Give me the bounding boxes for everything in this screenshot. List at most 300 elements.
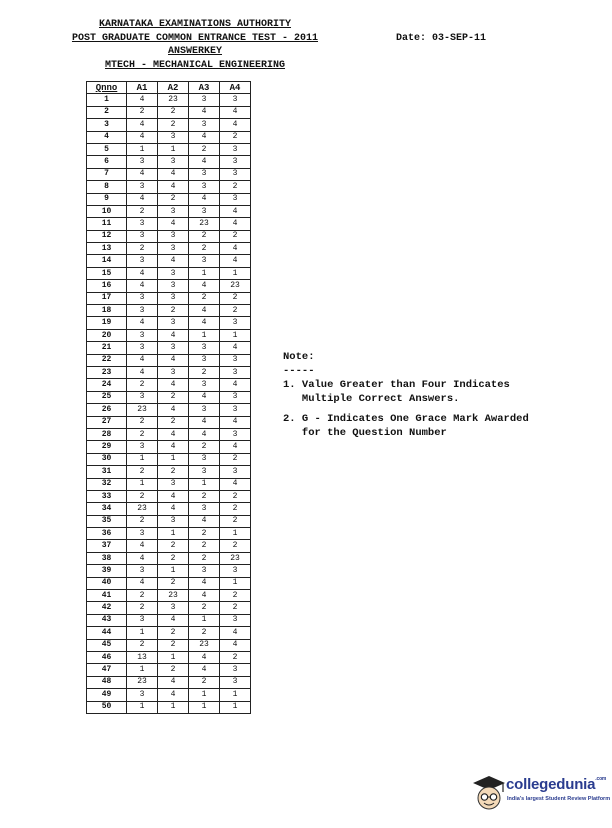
answer-cell-a2: 3 [158,478,189,490]
table-row [87,441,251,453]
table-row [87,143,251,155]
answer-cell-a4: 3 [220,317,251,329]
question-number-cell: 7 [87,168,127,180]
answer-cell-a1: 4 [127,131,158,143]
table-row [87,292,251,304]
question-number-cell: 32 [87,478,127,490]
answer-cell-a4: 3 [220,614,251,626]
question-number-cell: 44 [87,627,127,639]
answer-cell-a1: 2 [127,590,158,602]
answer-cell-a3: 2 [189,676,220,688]
question-number-cell: 45 [87,639,127,651]
authority-title: KARNATAKA EXAMINATIONS AUTHORITY [98,19,292,30]
question-number-cell: 42 [87,602,127,614]
answer-cell-a3: 4 [189,317,220,329]
question-number-cell: 28 [87,428,127,440]
answer-cell-a2: 4 [158,404,189,416]
answer-cell-a3: 4 [189,391,220,403]
question-number-cell: 49 [87,689,127,701]
question-number-cell: 40 [87,577,127,589]
answer-cell-a1: 1 [127,664,158,676]
answer-cell-a2: 1 [158,701,189,713]
date-label: Date: 03-SEP-11 [396,33,487,44]
answer-cell-a4: 2 [220,590,251,602]
table-row [87,230,251,242]
answer-cell-a2: 3 [158,205,189,217]
answer-cell-a2: 4 [158,428,189,440]
answer-cell-a4: 2 [220,292,251,304]
graduate-mascot-icon [472,774,506,814]
answer-cell-a2: 2 [158,664,189,676]
table-row [87,391,251,403]
table-row [87,106,251,118]
answer-cell-a3: 3 [189,453,220,465]
answer-cell-a4: 3 [220,466,251,478]
answer-cell-a2: 4 [158,329,189,341]
table-row [87,193,251,205]
table-row [87,168,251,180]
answer-cell-a4: 23 [220,552,251,564]
answer-cell-a1: 4 [127,577,158,589]
answer-cell-a3: 4 [189,651,220,663]
table-row [87,453,251,465]
question-number-cell: 16 [87,280,127,292]
answer-cell-a1: 3 [127,391,158,403]
answer-cell-a1: 1 [127,453,158,465]
answer-cell-a1: 1 [127,701,158,713]
answer-cell-a4: 1 [220,267,251,279]
answer-cell-a1: 3 [127,342,158,354]
answer-cell-a2: 1 [158,651,189,663]
answer-cell-a1: 2 [127,515,158,527]
note-block [283,350,583,440]
note-item-1-line-1: 1. Value Greater than Four Indicates [283,379,510,391]
answer-cell-a1: 4 [127,552,158,564]
table-row [87,590,251,602]
table-row [87,466,251,478]
answer-cell-a1: 3 [127,230,158,242]
answer-cell-a2: 2 [158,416,189,428]
answer-cell-a4: 23 [220,280,251,292]
answer-cell-a3: 2 [189,366,220,378]
table-row [87,218,251,230]
answer-cell-a3: 3 [189,379,220,391]
answer-cell-a3: 3 [189,168,220,180]
answer-cell-a1: 4 [127,280,158,292]
col-header-a2: A2 [158,82,189,94]
answer-cell-a2: 4 [158,614,189,626]
answer-cell-a4: 3 [220,193,251,205]
answer-cell-a2: 4 [158,441,189,453]
answer-cell-a2: 2 [158,627,189,639]
question-number-cell: 30 [87,453,127,465]
answer-cell-a2: 3 [158,243,189,255]
answer-cell-a3: 3 [189,255,220,267]
answer-cell-a4: 3 [220,664,251,676]
table-row [87,528,251,540]
answer-cell-a1: 3 [127,441,158,453]
question-number-cell: 19 [87,317,127,329]
answer-cell-a3: 2 [189,627,220,639]
answer-cell-a4: 3 [220,404,251,416]
answer-cell-a4: 2 [220,131,251,143]
answer-cell-a4: 2 [220,515,251,527]
answer-cell-a2: 1 [158,528,189,540]
answer-cell-a4: 4 [220,106,251,118]
answer-cell-a1: 13 [127,651,158,663]
question-number-cell: 37 [87,540,127,552]
table-row [87,614,251,626]
logo-tagline: India's largest Student Review Platform [507,796,611,802]
answer-cell-a1: 23 [127,503,158,515]
answer-cell-a4: 4 [220,627,251,639]
table-row [87,428,251,440]
answer-cell-a1: 3 [127,305,158,317]
answer-cell-a3: 2 [189,552,220,564]
question-number-cell: 5 [87,143,127,155]
answer-cell-a2: 4 [158,181,189,193]
answer-cell-a4: 3 [220,143,251,155]
answer-cell-a2: 3 [158,230,189,242]
answer-cell-a4: 3 [220,354,251,366]
logo-suffix: .com [595,776,607,782]
answer-cell-a3: 3 [189,404,220,416]
answer-cell-a3: 1 [189,614,220,626]
table-row [87,119,251,131]
answer-cell-a3: 3 [189,565,220,577]
answer-cell-a4: 4 [220,478,251,490]
answer-cell-a3: 4 [189,156,220,168]
table-row [87,676,251,688]
answer-cell-a4: 4 [220,255,251,267]
answer-cell-a4: 4 [220,342,251,354]
answer-cell-a3: 3 [189,181,220,193]
question-number-cell: 34 [87,503,127,515]
answer-cell-a1: 2 [127,379,158,391]
answer-cell-a3: 3 [189,466,220,478]
answer-cell-a4: 3 [220,428,251,440]
answer-cell-a3: 2 [189,528,220,540]
answer-cell-a3: 2 [189,230,220,242]
answer-cell-a2: 3 [158,317,189,329]
answer-cell-a1: 2 [127,243,158,255]
table-row [87,540,251,552]
col-header-a1: A1 [127,82,158,94]
table-row [87,366,251,378]
question-number-cell: 50 [87,701,127,713]
col-header-a4: A4 [220,82,251,94]
answer-cell-a4: 4 [220,119,251,131]
question-number-cell: 20 [87,329,127,341]
answer-cell-a3: 3 [189,205,220,217]
answer-cell-a1: 2 [127,416,158,428]
answer-cell-a4: 2 [220,230,251,242]
answer-cell-a1: 4 [127,193,158,205]
answer-cell-a2: 2 [158,639,189,651]
answer-cell-a2: 3 [158,131,189,143]
answer-cell-a4: 4 [220,639,251,651]
collegedunia-logo [472,772,611,818]
answer-cell-a4: 2 [220,453,251,465]
answer-cell-a1: 2 [127,490,158,502]
question-number-cell: 47 [87,664,127,676]
question-number-cell: 26 [87,404,127,416]
answer-cell-a3: 4 [189,193,220,205]
table-row [87,627,251,639]
table-row [87,416,251,428]
question-number-cell: 12 [87,230,127,242]
question-number-cell: 23 [87,366,127,378]
note-item-2-line-2: for the Question Number [283,427,447,439]
question-number-cell: 31 [87,466,127,478]
table-row [87,342,251,354]
answer-cell-a1: 4 [127,168,158,180]
answer-cell-a1: 4 [127,366,158,378]
answer-cell-a4: 3 [220,366,251,378]
answer-cell-a1: 1 [127,478,158,490]
table-row [87,94,251,106]
question-number-cell: 10 [87,205,127,217]
answer-cell-a1: 4 [127,540,158,552]
answer-cell-a3: 4 [189,416,220,428]
answer-cell-a4: 3 [220,94,251,106]
answer-cell-a4: 1 [220,329,251,341]
answer-cell-a4: 2 [220,305,251,317]
answer-cell-a4: 3 [220,565,251,577]
table-row [87,565,251,577]
answer-cell-a4: 4 [220,416,251,428]
answer-cell-a2: 3 [158,156,189,168]
question-number-cell: 1 [87,94,127,106]
answer-cell-a3: 4 [189,305,220,317]
answer-cell-a2: 3 [158,280,189,292]
table-row [87,689,251,701]
table-row [87,602,251,614]
question-number-cell: 36 [87,528,127,540]
answer-cell-a3: 4 [189,106,220,118]
answer-cell-a1: 4 [127,354,158,366]
answer-cell-a3: 3 [189,119,220,131]
note-title: Note: [283,351,315,363]
answer-cell-a2: 2 [158,540,189,552]
question-number-cell: 21 [87,342,127,354]
answer-cell-a4: 2 [220,503,251,515]
answer-cell-a2: 2 [158,552,189,564]
answer-cell-a2: 2 [158,193,189,205]
answer-cell-a2: 2 [158,391,189,403]
table-row [87,478,251,490]
answer-cell-a2: 23 [158,590,189,602]
answer-cell-a2: 4 [158,676,189,688]
answer-cell-a2: 4 [158,503,189,515]
table-row [87,267,251,279]
question-number-cell: 41 [87,590,127,602]
answer-cell-a2: 3 [158,515,189,527]
question-number-cell: 29 [87,441,127,453]
answer-cell-a4: 3 [220,156,251,168]
question-number-cell: 46 [87,651,127,663]
question-number-cell: 25 [87,391,127,403]
answer-cell-a4: 3 [220,676,251,688]
question-number-cell: 13 [87,243,127,255]
note-rule: ----- [283,365,315,377]
logo-name: collegedunia [506,776,596,793]
answer-cell-a2: 23 [158,94,189,106]
table-row [87,317,251,329]
table-row [87,701,251,713]
answer-cell-a3: 1 [189,267,220,279]
answer-cell-a1: 2 [127,639,158,651]
exam-title: POST GRADUATE COMMON ENTRANCE TEST - 2011 [71,33,319,44]
question-number-cell: 39 [87,565,127,577]
answer-cell-a2: 2 [158,119,189,131]
answer-cell-a1: 4 [127,317,158,329]
table-row [87,552,251,564]
answer-cell-a3: 3 [189,342,220,354]
question-number-cell: 24 [87,379,127,391]
answer-cell-a3: 4 [189,428,220,440]
question-number-cell: 38 [87,552,127,564]
question-number-cell: 18 [87,305,127,317]
answer-cell-a4: 2 [220,602,251,614]
answer-cell-a4: 1 [220,701,251,713]
table-row [87,404,251,416]
answer-cell-a3: 2 [189,602,220,614]
answer-cell-a1: 1 [127,627,158,639]
note-item-2-line-1: 2. G - Indicates One Grace Mark Awarded [283,413,529,425]
table-row [87,664,251,676]
answer-cell-a3: 3 [189,94,220,106]
answer-cell-a1: 3 [127,181,158,193]
answer-cell-a2: 2 [158,466,189,478]
question-number-cell: 35 [87,515,127,527]
table-row [87,205,251,217]
answer-cell-a3: 1 [189,329,220,341]
document-type: ANSWERKEY [167,46,222,57]
answer-cell-a4: 2 [220,651,251,663]
answer-cell-a3: 4 [189,515,220,527]
answer-key-table [86,81,251,714]
answer-cell-a1: 3 [127,292,158,304]
table-row [87,515,251,527]
question-number-cell: 22 [87,354,127,366]
table-row [87,255,251,267]
answer-cell-a1: 23 [127,676,158,688]
question-number-cell: 27 [87,416,127,428]
answer-cell-a2: 3 [158,366,189,378]
answer-cell-a2: 4 [158,379,189,391]
answer-cell-a2: 2 [158,305,189,317]
answer-cell-a2: 1 [158,143,189,155]
answer-cell-a1: 3 [127,689,158,701]
answer-cell-a2: 1 [158,565,189,577]
question-number-cell: 9 [87,193,127,205]
answer-cell-a4: 1 [220,577,251,589]
col-header-a3: A3 [189,82,220,94]
subject-title: MTECH - MECHANICAL ENGINEERING [104,60,286,71]
answer-cell-a3: 23 [189,218,220,230]
answer-cell-a3: 4 [189,280,220,292]
question-number-cell: 8 [87,181,127,193]
answer-cell-a2: 3 [158,342,189,354]
answer-cell-a4: 4 [220,205,251,217]
answer-cell-a4: 1 [220,528,251,540]
answer-cell-a1: 2 [127,466,158,478]
table-row [87,181,251,193]
answer-cell-a4: 1 [220,689,251,701]
answer-cell-a3: 3 [189,354,220,366]
table-row [87,379,251,391]
question-number-cell: 6 [87,156,127,168]
table-row [87,490,251,502]
table-row [87,305,251,317]
answer-cell-a3: 2 [189,143,220,155]
question-number-cell: 3 [87,119,127,131]
answer-cell-a3: 2 [189,490,220,502]
question-number-cell: 15 [87,267,127,279]
answer-cell-a3: 4 [189,590,220,602]
table-row [87,243,251,255]
answer-cell-a1: 3 [127,329,158,341]
answer-cell-a4: 4 [220,441,251,453]
answer-cell-a1: 2 [127,602,158,614]
answer-cell-a3: 4 [189,131,220,143]
note-item-1-line-2: Multiple Correct Answers. [283,393,460,405]
answer-cell-a2: 2 [158,106,189,118]
answer-cell-a1: 1 [127,143,158,155]
answer-cell-a3: 23 [189,639,220,651]
question-number-cell: 4 [87,131,127,143]
answer-cell-a1: 2 [127,106,158,118]
table-row [87,131,251,143]
answer-cell-a1: 3 [127,156,158,168]
answer-cell-a4: 4 [220,243,251,255]
question-number-cell: 33 [87,490,127,502]
answer-cell-a3: 2 [189,243,220,255]
answer-cell-a2: 1 [158,453,189,465]
answer-cell-a1: 4 [127,267,158,279]
answer-cell-a4: 4 [220,218,251,230]
question-number-cell: 11 [87,218,127,230]
table-row [87,354,251,366]
answer-cell-a2: 4 [158,354,189,366]
answer-cell-a3: 2 [189,441,220,453]
answer-cell-a4: 3 [220,391,251,403]
answer-cell-a2: 3 [158,267,189,279]
answer-cell-a1: 4 [127,94,158,106]
table-row [87,503,251,515]
question-number-cell: 43 [87,614,127,626]
answer-cell-a1: 3 [127,565,158,577]
answer-cell-a4: 4 [220,379,251,391]
answer-cell-a2: 4 [158,218,189,230]
answer-cell-a3: 4 [189,577,220,589]
answer-cell-a1: 3 [127,614,158,626]
table-row [87,639,251,651]
table-row [87,577,251,589]
col-header-qnno: Qnno [87,82,127,94]
table-header-row [87,82,251,94]
answer-cell-a3: 1 [189,689,220,701]
answer-cell-a1: 23 [127,404,158,416]
answer-cell-a4: 2 [220,540,251,552]
answer-cell-a3: 3 [189,503,220,515]
answer-cell-a3: 4 [189,664,220,676]
question-number-cell: 14 [87,255,127,267]
answer-cell-a2: 2 [158,577,189,589]
answer-cell-a1: 3 [127,528,158,540]
answer-cell-a2: 4 [158,490,189,502]
